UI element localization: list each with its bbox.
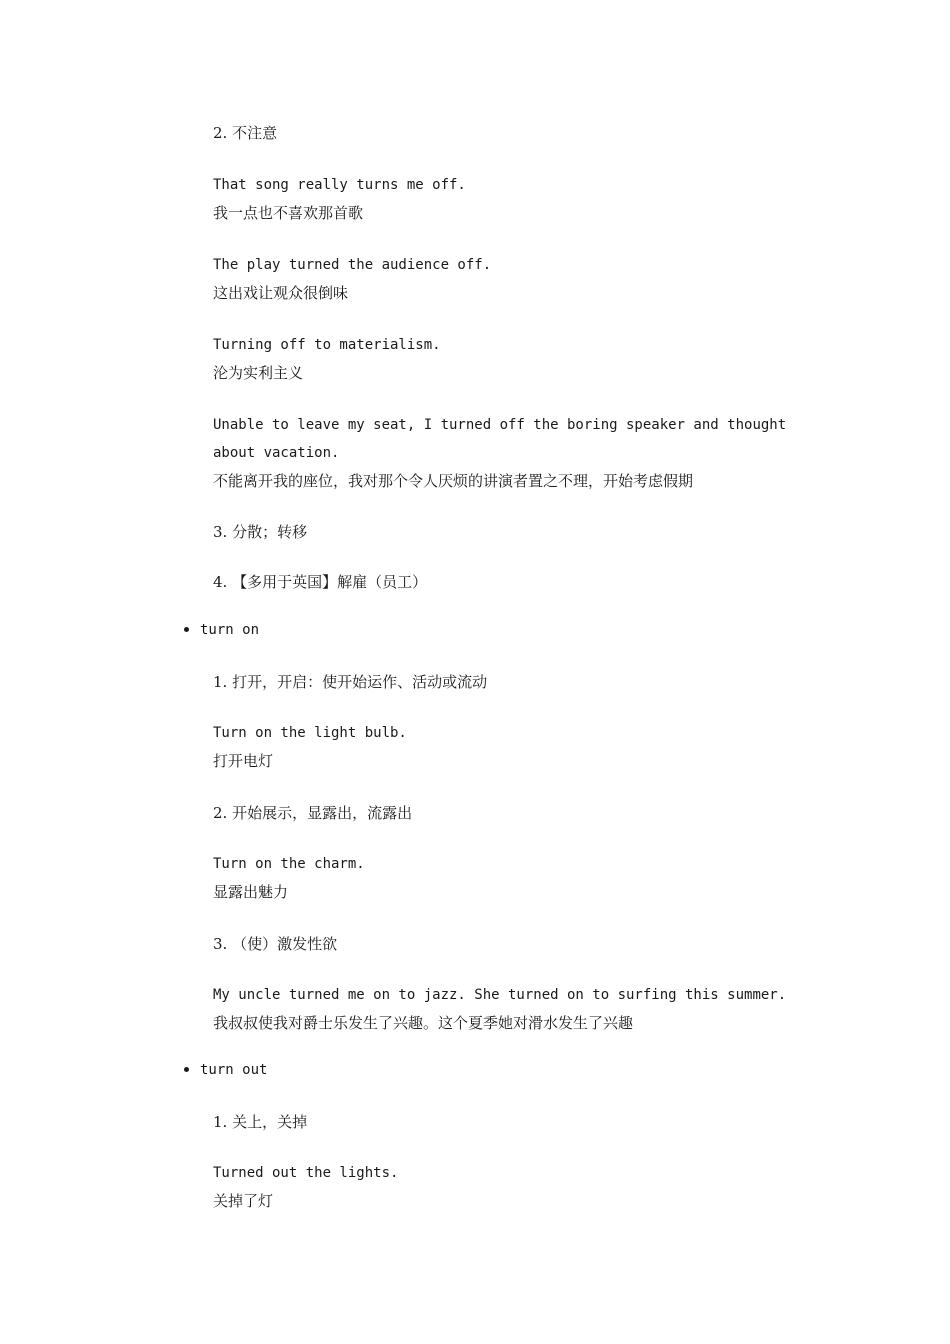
example-en: Turn on the charm. xyxy=(213,856,365,872)
phrase-heading: turn out xyxy=(200,1062,268,1078)
example-en: That song really turns me off. xyxy=(213,177,466,193)
sense-heading: 2. 不注意 xyxy=(213,124,278,142)
phrase-entry-turn-on xyxy=(184,616,259,644)
sense-heading: 3. （使）激发性欲 xyxy=(213,935,338,953)
phrase-heading: turn on xyxy=(200,622,260,638)
sense-heading: 3. 分散；转移 xyxy=(213,523,308,541)
bullet-icon xyxy=(184,627,189,632)
example-zh: 关掉了灯 xyxy=(213,1192,274,1210)
example-en: Turning off to materialism. xyxy=(213,337,441,353)
example-zh: 我一点也不喜欢那首歌 xyxy=(213,204,364,222)
example-zh: 沦为实利主义 xyxy=(213,364,304,382)
example-zh: 打开电灯 xyxy=(213,752,274,770)
example-en: Unable to leave my seat, I turned off the boring speaker and thought about vacation. xyxy=(213,417,795,461)
bullet-icon xyxy=(184,1067,189,1072)
sense-heading: 1. 关上，关掉 xyxy=(213,1113,308,1131)
sense-heading: 1. 打开，开启：使开始运作、活动或流动 xyxy=(213,673,488,691)
sense-heading: 4. 【多用于英国】解雇（员工） xyxy=(213,573,428,591)
example-zh: 这出戏让观众很倒味 xyxy=(213,284,349,302)
example-en: Turned out the lights. xyxy=(213,1165,399,1181)
example-en: Turn on the light bulb. xyxy=(213,725,407,741)
example-en: The play turned the audience off. xyxy=(213,257,492,273)
example-zh: 我叔叔使我对爵士乐发生了兴趣。这个夏季她对滑水发生了兴趣 xyxy=(213,1014,634,1032)
example-zh: 显露出魅力 xyxy=(213,883,289,901)
phrase-entry-turn-out xyxy=(184,1056,267,1084)
sense-heading: 2. 开始展示，显露出，流露出 xyxy=(213,804,413,822)
example-zh: 不能离开我的座位，我对那个令人厌烦的讲演者置之不理，开始考虑假期 xyxy=(213,472,694,490)
example-en: My uncle turned me on to jazz. She turned on to surfing this summer. xyxy=(213,987,787,1003)
